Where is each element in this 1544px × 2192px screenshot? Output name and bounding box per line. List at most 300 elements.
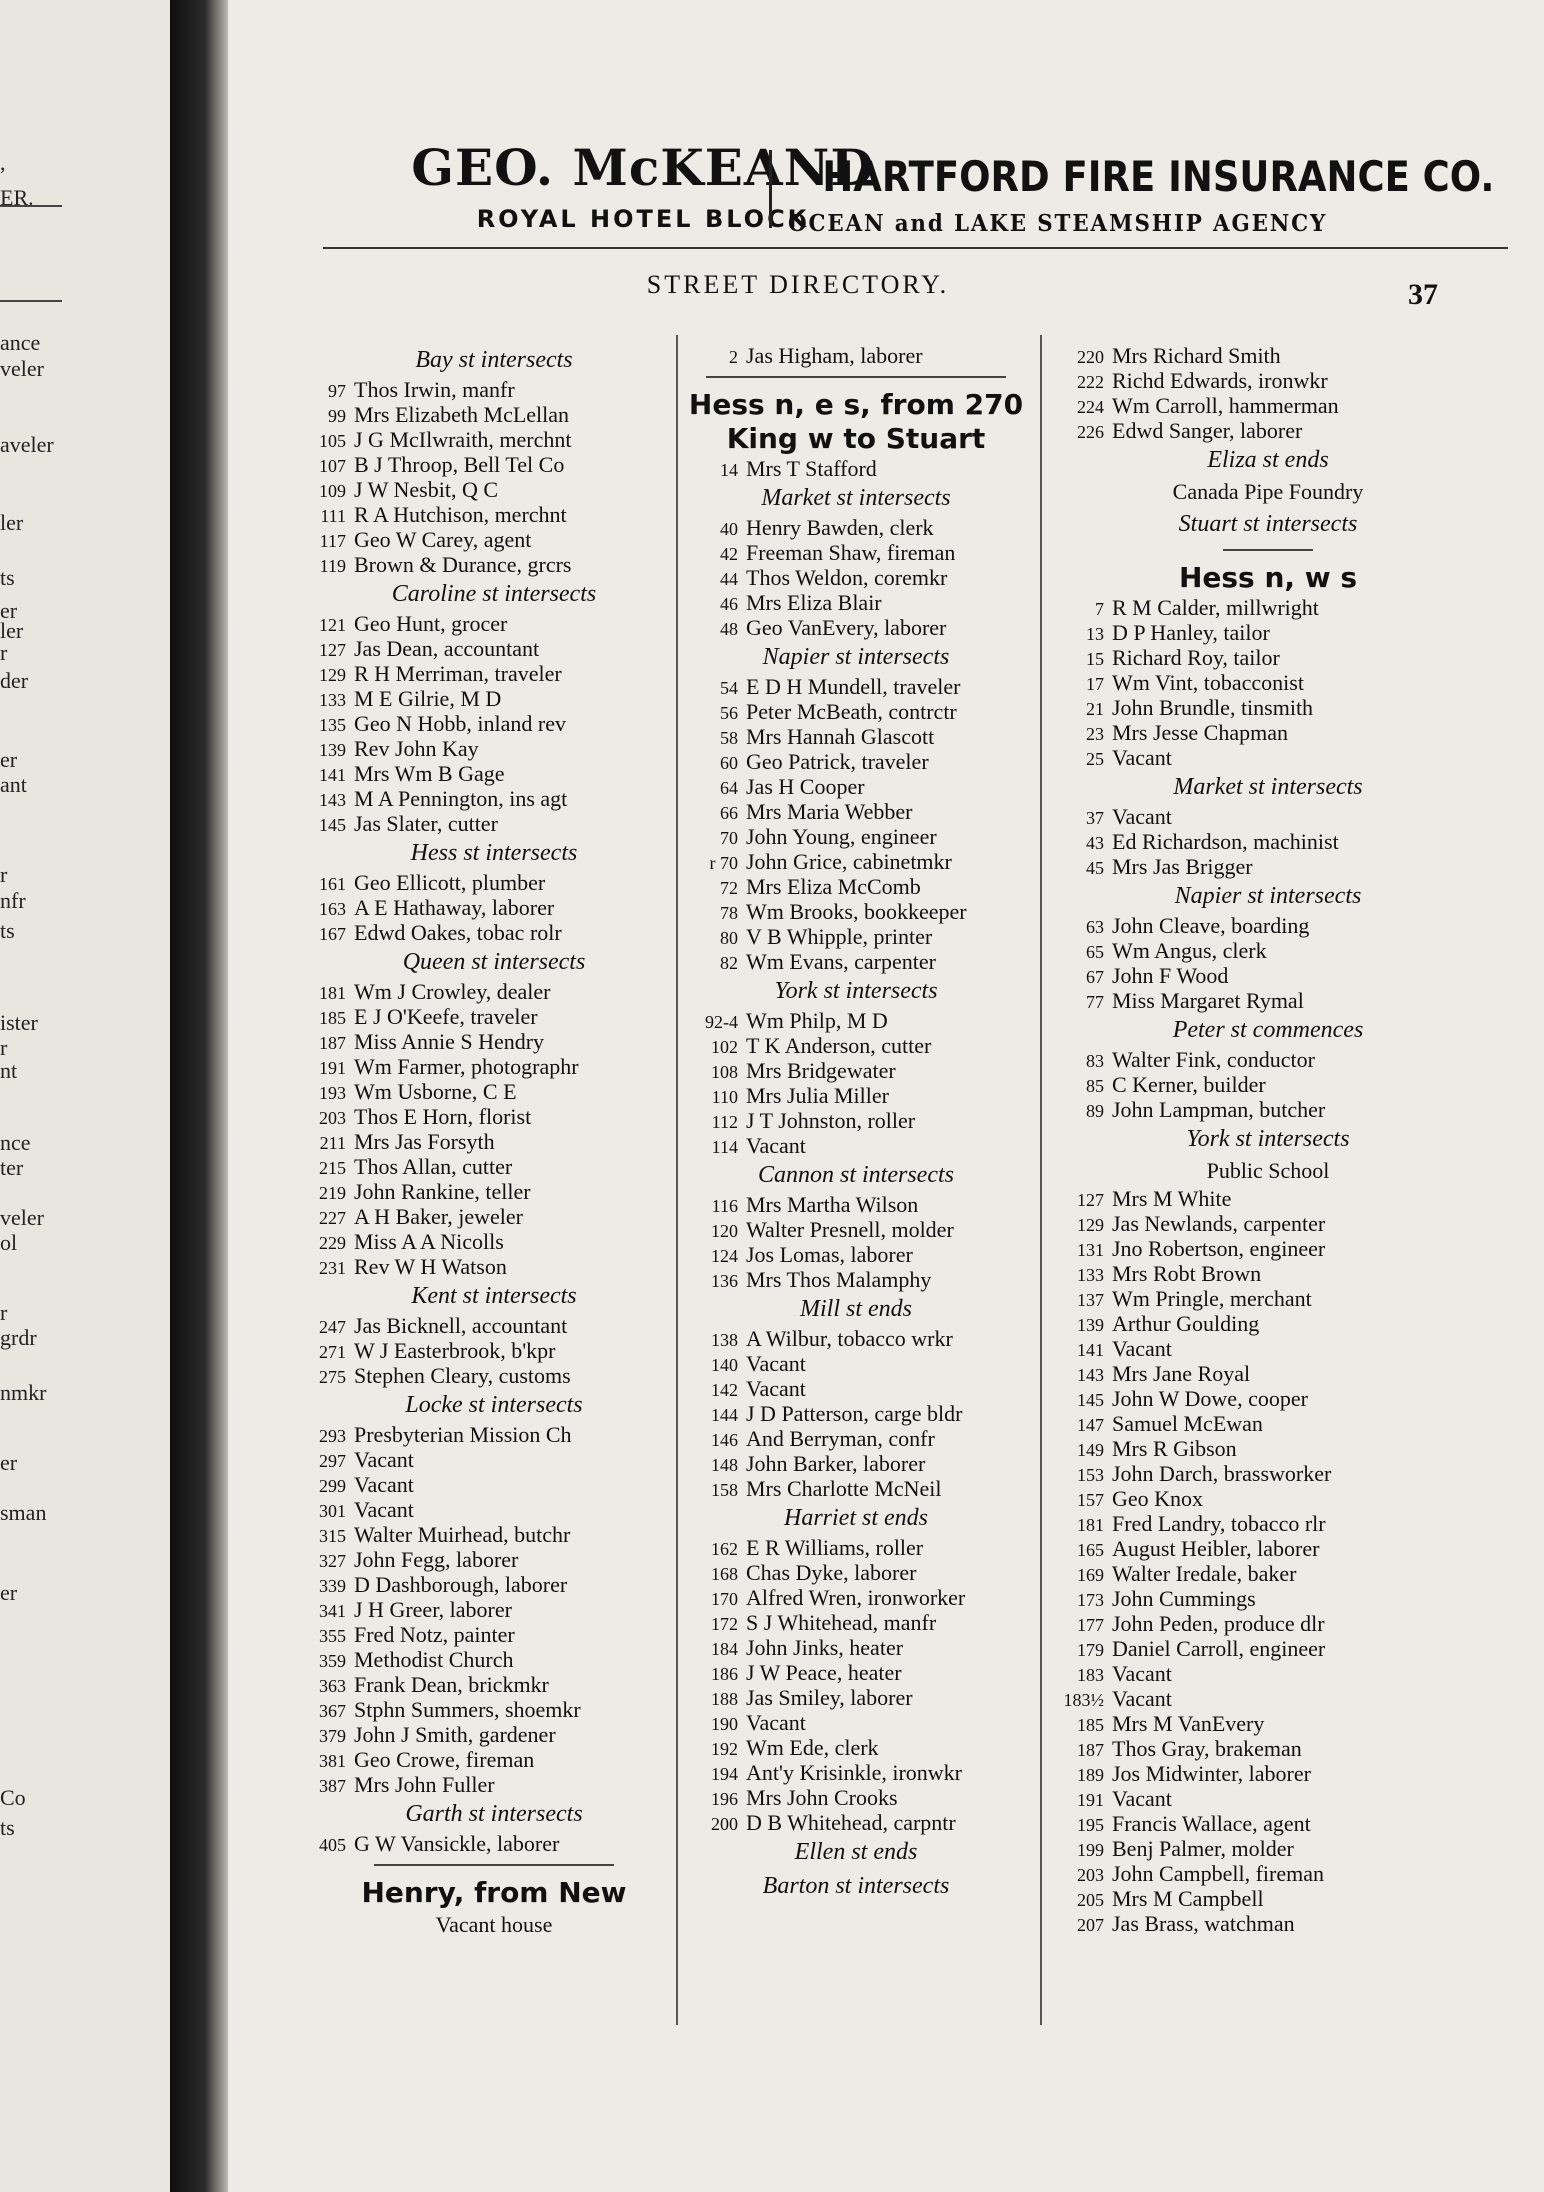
- resident-name: E R Williams, roller: [746, 1535, 924, 1560]
- directory-entry: [294, 1104, 694, 1129]
- directory-entry: [686, 1685, 1026, 1710]
- resident-name: John Lampman, butcher: [1112, 1097, 1326, 1122]
- directory-entry: [1052, 1097, 1484, 1122]
- resident-name: Vacant: [746, 1710, 806, 1735]
- directory-entry: [1052, 1611, 1484, 1636]
- resident-name: Mrs Charlotte McNeil: [746, 1476, 942, 1501]
- house-number: 226: [1077, 422, 1104, 442]
- house-number: 89: [1086, 1101, 1104, 1121]
- resident-name: Jas H Cooper: [746, 774, 865, 799]
- house-number: 181: [1077, 1515, 1104, 1535]
- resident-name: John Barker, laborer: [746, 1451, 926, 1476]
- directory-entry: [686, 1033, 1026, 1058]
- facing-page-fragment: ,: [0, 150, 6, 175]
- resident-name: Vacant: [746, 1376, 806, 1401]
- directory-entry: [686, 1535, 1026, 1560]
- resident-name: Walter Fink, conductor: [1112, 1047, 1315, 1072]
- house-number: 60: [720, 753, 738, 773]
- directory-entry: [1052, 1686, 1484, 1711]
- section-rule: [1223, 549, 1313, 551]
- house-number: 341: [319, 1601, 346, 1621]
- directory-entry: [294, 477, 694, 502]
- cross-street-heading: Queen st intersects: [402, 949, 586, 975]
- house-number: 183½: [1063, 1690, 1104, 1710]
- house-number: 185: [319, 1008, 346, 1028]
- resident-name: Mrs John Crooks: [746, 1785, 898, 1810]
- resident-name: Rev W H Watson: [354, 1254, 507, 1279]
- directory-entry: [1052, 620, 1484, 645]
- resident-name: Vacant: [354, 1447, 414, 1472]
- directory-entry: [686, 515, 1026, 540]
- directory-entry: [686, 799, 1026, 824]
- directory-entry: [294, 452, 694, 477]
- resident-name: C Kerner, builder: [1112, 1072, 1266, 1097]
- facing-page-fragment: der: [0, 668, 29, 693]
- resident-name: R H Merriman, traveler: [354, 661, 562, 686]
- directory-entry: [686, 674, 1026, 699]
- resident-name: D Dashborough, laborer: [354, 1572, 568, 1597]
- house-number: 207: [1077, 1915, 1104, 1935]
- house-number: 189: [1077, 1765, 1104, 1785]
- facing-page-fragment: aveler: [0, 432, 54, 457]
- resident-name: Presbyterian Mission Ch: [354, 1422, 572, 1447]
- directory-entry: [1052, 1811, 1484, 1836]
- directory-entry: [294, 1129, 694, 1154]
- resident-name: Alfred Wren, ironworker: [746, 1585, 966, 1610]
- resident-name: John W Dowe, cooper: [1112, 1386, 1308, 1411]
- resident-name: John Cummings: [1112, 1586, 1256, 1611]
- directory-entry: [1052, 1786, 1484, 1811]
- house-number: 121: [319, 615, 346, 635]
- directory-entry: [686, 1133, 1026, 1158]
- resident-name: J T Johnston, roller: [746, 1108, 916, 1133]
- resident-name: Henry Bawden, clerk: [746, 515, 934, 540]
- house-number: 37: [1086, 808, 1104, 828]
- house-number: 186: [711, 1664, 738, 1684]
- resident-name: V B Whipple, printer: [746, 924, 933, 949]
- house-number: 120: [711, 1221, 738, 1241]
- directory-entry: [294, 1179, 694, 1204]
- facing-page-fragment: r: [0, 862, 8, 887]
- house-number: 137: [1077, 1290, 1104, 1310]
- house-number: 188: [711, 1689, 738, 1709]
- house-number: 136: [711, 1271, 738, 1291]
- house-number: 108: [711, 1062, 738, 1082]
- house-number: 194: [711, 1764, 738, 1784]
- house-number: 149: [1077, 1440, 1104, 1460]
- directory-entry: [294, 786, 694, 811]
- resident-name: Mrs Jas Forsyth: [354, 1129, 495, 1154]
- house-number: 141: [1077, 1340, 1104, 1360]
- resident-name: Jas Higham, laborer: [746, 343, 923, 368]
- house-number: 181: [319, 983, 346, 1003]
- house-number: 147: [1077, 1415, 1104, 1435]
- resident-name: A E Hathaway, laborer: [354, 895, 555, 920]
- resident-name: Geo Patrick, traveler: [746, 749, 929, 774]
- house-number: 14: [720, 460, 738, 480]
- house-number: 339: [319, 1576, 346, 1596]
- house-number: 77: [1086, 992, 1104, 1012]
- directory-entry: [294, 1313, 694, 1338]
- directory-entry: [1052, 1286, 1484, 1311]
- directory-entry: [686, 343, 1026, 368]
- directory-entry: [1052, 1561, 1484, 1586]
- resident-name: Mrs Eliza Blair: [746, 590, 882, 615]
- house-number: 227: [319, 1208, 346, 1228]
- house-number: 293: [319, 1426, 346, 1446]
- page-number: 37: [1408, 278, 1438, 311]
- facing-page-fragment: ler: [0, 618, 24, 643]
- house-number: 40: [720, 519, 738, 539]
- resident-name: Vacant: [354, 1497, 414, 1522]
- directory-entry: [686, 1108, 1026, 1133]
- directory-entry: [294, 1672, 694, 1697]
- house-number: 169: [1077, 1565, 1104, 1585]
- directory-entry: [294, 1004, 694, 1029]
- house-number: 131: [1077, 1240, 1104, 1260]
- resident-name: Frank Dean, brickmkr: [354, 1672, 549, 1697]
- directory-entry: [1052, 1761, 1484, 1786]
- resident-name: Mrs John Fuller: [354, 1772, 495, 1797]
- directory-entry: [1052, 1886, 1484, 1911]
- directory-entry: [686, 1735, 1026, 1760]
- house-number: 191: [1077, 1790, 1104, 1810]
- resident-name: Mrs Jas Brigger: [1112, 854, 1253, 879]
- resident-name: Freeman Shaw, fireman: [746, 540, 956, 565]
- house-number: 173: [1077, 1590, 1104, 1610]
- resident-name: John Darch, brassworker: [1112, 1461, 1332, 1486]
- facing-page-fragment: r: [0, 640, 8, 665]
- facing-page-fragment: er: [0, 747, 18, 772]
- cross-street-heading: Locke st intersects: [405, 1392, 583, 1418]
- house-number: 162: [711, 1539, 738, 1559]
- book-gutter: [170, 0, 228, 2192]
- resident-name: E J O'Keefe, traveler: [354, 1004, 538, 1029]
- resident-name: Edwd Oakes, tobac rolr: [354, 920, 562, 945]
- house-number: 165: [1077, 1540, 1104, 1560]
- directory-entry: [1052, 418, 1484, 443]
- resident-name: Vacant: [1112, 1686, 1172, 1711]
- facing-page-rule: [0, 300, 62, 302]
- cross-street-heading: Napier st intersects: [1174, 883, 1362, 909]
- resident-name: Wm Usborne, C E: [354, 1079, 517, 1104]
- resident-name: Thos Irwin, manfr: [354, 377, 515, 402]
- directory-entry: [686, 699, 1026, 724]
- facing-page-fragment: sman: [0, 1500, 47, 1525]
- directory-entry: [294, 1079, 694, 1104]
- resident-name: Thos Allan, cutter: [354, 1154, 513, 1179]
- house-number: 205: [1077, 1890, 1104, 1910]
- directory-entry: [1052, 1461, 1484, 1486]
- directory-entry: [1052, 854, 1484, 879]
- house-number: 203: [1077, 1865, 1104, 1885]
- house-number: 117: [319, 531, 346, 551]
- house-number: 119: [319, 556, 346, 576]
- cross-street-heading: Napier st intersects: [762, 644, 950, 670]
- house-number: 183: [1077, 1665, 1104, 1685]
- directory-entry: [294, 920, 694, 945]
- directory-entry: [1052, 695, 1484, 720]
- directory-entry: [1052, 1311, 1484, 1336]
- house-number: 66: [720, 803, 738, 823]
- directory-entry: [1052, 1436, 1484, 1461]
- resident-name: B J Throop, Bell Tel Co: [354, 452, 565, 477]
- directory-entry: [686, 724, 1026, 749]
- column-divider: [1040, 335, 1042, 2025]
- resident-name: Mrs Jane Royal: [1112, 1361, 1251, 1386]
- directory-entry: [1052, 1336, 1484, 1361]
- resident-name: Wm Vint, tobacconist: [1112, 670, 1304, 695]
- directory-entry: [1052, 595, 1484, 620]
- house-number: 145: [319, 815, 346, 835]
- house-number: 367: [319, 1701, 346, 1721]
- house-number: 17: [1086, 674, 1104, 694]
- directory-entry: [686, 1560, 1026, 1585]
- facing-page-fragment: ter: [0, 1155, 24, 1180]
- resident-name: Daniel Carroll, engineer: [1112, 1636, 1326, 1661]
- resident-name: Wm Philp, M D: [746, 1008, 888, 1033]
- house-number: 187: [319, 1033, 346, 1053]
- house-number: 140: [711, 1355, 738, 1375]
- directory-entry: [1052, 963, 1484, 988]
- cross-street-heading: Bay st intersects: [415, 347, 573, 373]
- directory-entry: [686, 1610, 1026, 1635]
- house-number: 54: [720, 678, 738, 698]
- directory-entry: [686, 1326, 1026, 1351]
- house-number: 56: [720, 703, 738, 723]
- resident-name: J G McIlwraith, merchnt: [354, 427, 572, 452]
- house-number: 222: [1077, 372, 1104, 392]
- directory-entry: [1052, 1261, 1484, 1286]
- house-number: 190: [711, 1714, 738, 1734]
- cross-street-heading: Eliza st ends: [1207, 447, 1329, 473]
- directory-entry: [294, 1054, 694, 1079]
- resident-name: Mrs Bridgewater: [746, 1058, 896, 1083]
- resident-name: Walter Iredale, baker: [1112, 1561, 1297, 1586]
- facing-page-fragment: ol: [0, 1230, 18, 1255]
- house-number: 200: [711, 1814, 738, 1834]
- directory-entry: [1052, 1072, 1484, 1097]
- directory-entry: [1052, 1386, 1484, 1411]
- resident-name: Geo Ellicott, plumber: [354, 870, 546, 895]
- resident-name: Thos E Horn, florist: [354, 1104, 532, 1129]
- directory-entry: [686, 1451, 1026, 1476]
- house-number: 191: [319, 1058, 346, 1078]
- directory-entry: [1052, 1711, 1484, 1736]
- resident-name: Vacant: [354, 1472, 414, 1497]
- resident-name: Chas Dyke, laborer: [746, 1560, 917, 1585]
- directory-column-1: [294, 343, 694, 1940]
- directory-entry: [1052, 393, 1484, 418]
- directory-entry: [294, 1447, 694, 1472]
- resident-name: Samuel McEwan: [1112, 1411, 1263, 1436]
- cross-street-heading: Caroline st intersects: [391, 581, 597, 607]
- house-number: 42: [720, 544, 738, 564]
- directory-entry: [686, 1426, 1026, 1451]
- resident-name: J W Nesbit, Q C: [354, 477, 499, 502]
- resident-name: Geo Hunt, grocer: [354, 611, 508, 636]
- resident-name: Vacant: [1112, 745, 1172, 770]
- directory-entry: [1052, 1486, 1484, 1511]
- directory-entry: [294, 402, 694, 427]
- house-number: 105: [319, 431, 346, 451]
- cross-street-heading: Mill st ends: [800, 1296, 912, 1322]
- house-number: 170: [711, 1589, 738, 1609]
- directory-entry: [294, 1338, 694, 1363]
- house-number: 184: [711, 1639, 738, 1659]
- house-number: 64: [720, 778, 738, 798]
- house-number: 185: [1077, 1715, 1104, 1735]
- resident-name: Fred Landry, tobacco rlr: [1112, 1511, 1326, 1536]
- directory-entry: [1052, 1861, 1484, 1886]
- house-number: 247: [319, 1317, 346, 1337]
- resident-name: Thos Gray, brakeman: [1112, 1736, 1302, 1761]
- cross-street-heading: Cannon st intersects: [758, 1162, 954, 1188]
- house-number: 315: [319, 1526, 346, 1546]
- house-number: 199: [1077, 1840, 1104, 1860]
- house-number: 187: [1077, 1740, 1104, 1760]
- resident-name: John J Smith, gardener: [354, 1722, 556, 1747]
- house-number: 229: [319, 1233, 346, 1253]
- section-rule: [706, 376, 1006, 378]
- house-number: 143: [1077, 1365, 1104, 1385]
- directory-entry: [686, 824, 1026, 849]
- house-number: 72: [720, 878, 738, 898]
- resident-name: Francis Wallace, agent: [1112, 1811, 1311, 1836]
- house-number: 327: [319, 1551, 346, 1571]
- house-number: 145: [1077, 1390, 1104, 1410]
- cross-street-heading: Stuart st intersects: [1178, 511, 1358, 537]
- resident-name: Mrs Robt Brown: [1112, 1261, 1262, 1286]
- house-number: 127: [1077, 1190, 1104, 1210]
- resident-name: Vacant: [1112, 1661, 1172, 1686]
- facing-page-fragment: ER.: [0, 185, 34, 210]
- house-number: 275: [319, 1367, 346, 1387]
- directory-entry: [294, 895, 694, 920]
- advertiser-address: ROYAL HOTEL BLOCK: [476, 205, 810, 233]
- resident-name: Mrs T Stafford: [746, 456, 877, 481]
- resident-name: Mrs M White: [1112, 1186, 1232, 1211]
- resident-name: J W Peace, heater: [746, 1660, 902, 1685]
- resident-name: Wm Evans, carpenter: [746, 949, 936, 974]
- house-number: 110: [711, 1087, 738, 1107]
- house-number: 83: [1086, 1051, 1104, 1071]
- directory-entry: [1052, 1511, 1484, 1536]
- directory-entry: [294, 377, 694, 402]
- directory-entry: [686, 1242, 1026, 1267]
- directory-entry: [686, 1810, 1026, 1835]
- resident-name: Benj Palmer, molder: [1112, 1836, 1294, 1861]
- resident-name: Jas Dean, accountant: [354, 636, 540, 661]
- facing-page-rule: [0, 205, 62, 207]
- directory-entry: [686, 1760, 1026, 1785]
- house-number: 363: [319, 1676, 346, 1696]
- resident-name: Mrs Wm B Gage: [354, 761, 505, 786]
- resident-name: Mrs Julia Miller: [746, 1083, 889, 1108]
- house-number: 161: [319, 874, 346, 894]
- resident-name: Ant'y Krisinkle, ironwkr: [746, 1760, 962, 1785]
- directory-entry: [686, 1401, 1026, 1426]
- house-number: 379: [319, 1726, 346, 1746]
- directory-entry: [294, 1154, 694, 1179]
- street-heading: Hess n, w s: [1178, 561, 1358, 594]
- directory-entry: [686, 924, 1026, 949]
- directory-entry: [294, 736, 694, 761]
- directory-entry: [1052, 1536, 1484, 1561]
- house-number: 129: [319, 665, 346, 685]
- directory-entry: [1052, 1211, 1484, 1236]
- resident-name: Geo VanEvery, laborer: [746, 615, 947, 640]
- directory-entry: [686, 1058, 1026, 1083]
- directory-entry: [686, 1660, 1026, 1685]
- directory-entry: [294, 870, 694, 895]
- directory-entry: [1052, 1236, 1484, 1261]
- facing-page-fragment: nce: [0, 1130, 31, 1155]
- directory-note: Vacant house: [435, 1912, 553, 1937]
- resident-name: Mrs R Gibson: [1112, 1436, 1237, 1461]
- house-number: 45: [1086, 858, 1104, 878]
- facing-page-fragment: veler: [0, 356, 44, 381]
- resident-name: Mrs Eliza McComb: [746, 874, 921, 899]
- section-rule: [374, 1864, 614, 1866]
- resident-name: J H Greer, laborer: [354, 1597, 512, 1622]
- resident-name: Geo N Hobb, inland rev: [354, 711, 567, 736]
- resident-name: R A Hutchison, merchnt: [354, 502, 567, 527]
- house-number: 58: [720, 728, 738, 748]
- directory-entry: [686, 949, 1026, 974]
- resident-name: Rev John Kay: [354, 736, 479, 761]
- house-number: 387: [319, 1776, 346, 1796]
- street-heading: Hess n, e s, from 270: [688, 388, 1024, 421]
- facing-page-fragment: ler: [0, 510, 24, 535]
- resident-name: Miss Annie S Hendry: [354, 1029, 545, 1054]
- directory-entry: [686, 1351, 1026, 1376]
- house-number: 44: [720, 569, 738, 589]
- resident-name: Fred Notz, painter: [354, 1622, 515, 1647]
- resident-name: And Berryman, confr: [746, 1426, 935, 1451]
- cross-street-heading: York st intersects: [774, 978, 938, 1004]
- house-number: 85: [1086, 1076, 1104, 1096]
- resident-name: John Campbell, fireman: [1112, 1861, 1325, 1886]
- running-title: STREET DIRECTORY.: [646, 270, 950, 299]
- resident-name: G W Vansickle, laborer: [354, 1831, 560, 1856]
- house-number: 271: [319, 1342, 346, 1362]
- resident-name: Geo Crowe, fireman: [354, 1747, 535, 1772]
- directory-entry: [294, 1747, 694, 1772]
- directory-entry: [294, 502, 694, 527]
- directory-entry: [686, 1083, 1026, 1108]
- directory-entry: [294, 979, 694, 1004]
- resident-name: Vacant: [1112, 804, 1172, 829]
- directory-entry: [686, 1376, 1026, 1401]
- cross-street-heading: Market st intersects: [761, 485, 951, 511]
- house-number: 179: [1077, 1640, 1104, 1660]
- house-number: 112: [711, 1112, 738, 1132]
- street-heading: King w to Stuart: [726, 422, 986, 455]
- directory-entry: [686, 615, 1026, 640]
- street-heading: Henry, from New: [361, 1876, 627, 1909]
- directory-entry: [686, 1267, 1026, 1292]
- house-number: 215: [319, 1158, 346, 1178]
- house-number: 13: [1086, 624, 1104, 644]
- house-number: 355: [319, 1626, 346, 1646]
- house-number: 99: [328, 406, 346, 426]
- directory-entry: [686, 1635, 1026, 1660]
- resident-name: Jos Midwinter, laborer: [1112, 1761, 1311, 1786]
- house-number: 144: [711, 1405, 738, 1425]
- house-number: 124: [711, 1246, 738, 1266]
- facing-page-fragment: r: [0, 1035, 8, 1060]
